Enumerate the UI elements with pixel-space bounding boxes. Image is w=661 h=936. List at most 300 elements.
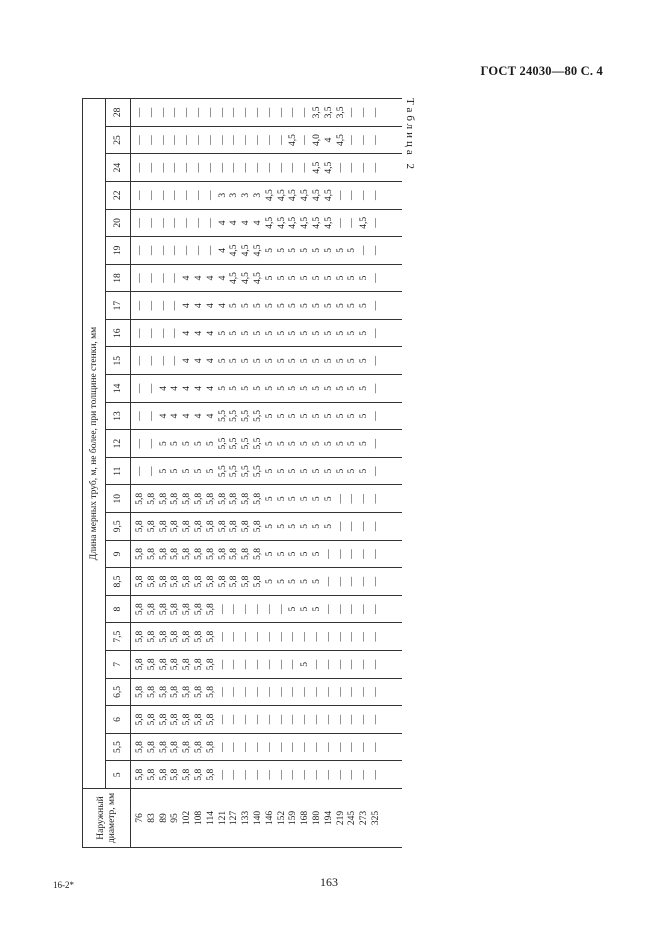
length-value: — (182, 245, 193, 256)
length-value: 5,8 (182, 685, 193, 698)
length-value: 3,5 (311, 106, 322, 119)
length-value: 4,5 (252, 244, 263, 257)
length-value: — (241, 135, 252, 145)
length-value: — (276, 687, 287, 697)
length-column (131, 402, 403, 430)
length-value: 5,8 (146, 741, 157, 754)
diameter-value: 127 (229, 810, 240, 826)
length-value: — (205, 218, 216, 228)
length-value: 5,8 (241, 520, 252, 533)
length-value: 5,8 (135, 548, 145, 560)
length-value: — (146, 218, 157, 228)
length-value: 4 (193, 413, 204, 419)
length-value: 5,5 (252, 410, 263, 422)
length-value: 5,8 (135, 713, 145, 726)
length-column (131, 126, 403, 154)
length-value: 5 (323, 330, 334, 336)
thickness-header: 6 (106, 706, 131, 734)
length-value: 5 (264, 496, 275, 502)
length-value: 4,5 (229, 272, 240, 284)
length-value: 5 (300, 330, 311, 336)
length-column (131, 347, 403, 375)
length-value: 4 (205, 330, 216, 336)
length-value: 5 (170, 468, 181, 474)
length-value: 4,5 (311, 189, 322, 202)
length-value: 5 (335, 386, 346, 391)
length-value: — (170, 245, 181, 256)
length-value: 5 (276, 579, 287, 584)
length-value: 5,8 (182, 658, 193, 671)
length-value: 5,8 (170, 768, 181, 781)
length-value: 5,8 (193, 548, 204, 560)
length-value: — (335, 521, 346, 532)
length-value: 5 (311, 275, 322, 281)
length-value: 5,8 (146, 658, 157, 671)
length-value: 5,8 (146, 548, 157, 560)
length-value: — (135, 300, 145, 311)
length-value: 5 (264, 358, 275, 364)
length-value: — (146, 273, 157, 283)
length-value: 4 (205, 275, 216, 281)
length-column (131, 375, 403, 403)
length-value: 5 (300, 606, 311, 612)
length-value: 5 (311, 496, 322, 502)
length-value: — (217, 742, 228, 752)
length-value: 5 (288, 468, 299, 474)
length-column (131, 733, 403, 761)
length-value: 5 (264, 303, 275, 308)
length-column (131, 237, 403, 265)
length-value: 5 (311, 441, 322, 446)
length-value: — (370, 549, 381, 559)
length-value: 5 (311, 606, 322, 612)
length-value: 5 (205, 441, 216, 446)
length-value: 5 (323, 303, 334, 308)
length-value: 5 (300, 523, 311, 529)
length-value: 5 (335, 413, 346, 419)
length-value: — (252, 742, 263, 752)
length-value: 4 (158, 413, 169, 419)
length-value: — (170, 356, 181, 366)
diameter-value: 194 (323, 810, 334, 826)
length-value: — (347, 576, 358, 587)
length-value: 4,5 (323, 161, 334, 174)
length-value: — (170, 135, 181, 145)
length-column (131, 678, 403, 706)
diameter-value: 159 (288, 810, 299, 826)
length-value: — (158, 356, 169, 366)
length-value: — (288, 659, 299, 670)
length-value: 4 (182, 303, 193, 308)
length-value: 4 (205, 303, 216, 308)
length-value: 5 (276, 496, 287, 502)
length-value: 5 (300, 413, 311, 419)
length-value: 5,8 (193, 520, 204, 533)
length-value: — (135, 411, 145, 421)
length-value: 5 (241, 303, 252, 308)
length-value: — (347, 521, 358, 532)
length-value: 5 (288, 303, 299, 308)
table-area (82, 98, 402, 848)
length-value: — (264, 769, 275, 780)
length-value: 5 (264, 441, 275, 446)
length-value: 5,8 (135, 685, 145, 698)
length-value: 4 (182, 330, 193, 336)
length-value: — (335, 494, 346, 504)
length-value: 5 (323, 275, 334, 281)
length-value: 5 (264, 523, 275, 529)
length-value: 5,8 (170, 575, 181, 588)
length-value: 5 (217, 386, 228, 391)
length-value: — (359, 687, 370, 697)
length-value: — (347, 604, 358, 614)
length-value: 5 (229, 358, 240, 364)
length-value: 5,8 (182, 603, 193, 616)
length-value: 4,5 (300, 189, 311, 202)
length-value: — (229, 631, 240, 642)
diameter-value: 152 (276, 810, 287, 826)
length-value: 4,5 (264, 189, 275, 202)
length-value: 4,5 (229, 244, 240, 257)
length-value: — (276, 769, 287, 780)
length-value: 4,5 (241, 272, 252, 284)
length-value: — (158, 245, 169, 256)
length-value: — (170, 218, 181, 228)
length-value: 5 (323, 413, 334, 419)
length-value: — (335, 162, 346, 173)
thickness-header: 20 (106, 209, 131, 237)
length-value: — (146, 356, 157, 366)
length-value: 5 (276, 303, 287, 308)
length-value: 4 (193, 330, 204, 336)
length-value: 5,8 (170, 685, 181, 698)
length-value: 4,5 (288, 189, 299, 202)
length-value: — (347, 631, 358, 642)
length-value: — (146, 383, 157, 394)
length-value: — (300, 162, 311, 173)
length-value: — (229, 107, 240, 118)
length-value: 5,8 (252, 492, 263, 505)
length-value: 5,8 (193, 741, 204, 754)
length-value: — (311, 631, 322, 642)
length-value: — (300, 687, 311, 697)
length-value: — (205, 135, 216, 145)
length-value: — (359, 714, 370, 725)
thickness-header: 16 (106, 319, 131, 347)
thickness-header: 15 (106, 347, 131, 375)
diameter-column (131, 789, 403, 848)
length-value: — (217, 659, 228, 670)
length-value: 5 (311, 248, 322, 253)
length-value: 5 (311, 330, 322, 336)
length-value: — (264, 604, 275, 614)
length-value: 4 (193, 358, 204, 364)
length-value: 5,8 (158, 548, 169, 560)
length-value: — (135, 162, 145, 173)
length-value: 5 (359, 275, 370, 281)
length-value: 5,8 (252, 548, 263, 560)
length-value: 4 (217, 248, 228, 253)
length-value: 5,5 (252, 465, 263, 478)
length-column (131, 99, 403, 127)
length-value: — (241, 631, 252, 642)
length-value: 5,8 (146, 520, 157, 533)
length-value: — (359, 162, 370, 173)
thickness-header: 5,5 (106, 733, 131, 761)
length-value: — (347, 107, 358, 118)
length-value: 5,8 (193, 685, 204, 698)
length-value: — (182, 218, 193, 228)
length-value: — (347, 162, 358, 173)
length-value: — (252, 107, 263, 118)
length-value: — (264, 659, 275, 670)
length-value: 5,8 (170, 603, 181, 616)
length-value: 5,8 (182, 630, 193, 643)
length-value: 5,8 (135, 520, 145, 533)
thickness-header: 24 (106, 154, 131, 182)
length-value: 5,8 (146, 603, 157, 616)
length-value: 5 (311, 523, 322, 529)
length-column (131, 513, 403, 541)
thickness-header: 19 (106, 237, 131, 265)
thickness-header: 25 (106, 126, 131, 154)
length-value: 4,5 (300, 216, 311, 229)
length-value: — (370, 576, 381, 587)
length-value: 4 (205, 358, 216, 364)
length-value: 5,5 (229, 410, 240, 422)
length-value: — (370, 466, 381, 476)
length-value: 5,5 (241, 437, 252, 450)
length-value: — (370, 687, 381, 697)
length-value: 5,8 (158, 768, 169, 781)
length-value: — (276, 659, 287, 670)
length-value: — (170, 328, 181, 338)
length-value: — (252, 659, 263, 670)
length-column (131, 595, 403, 623)
length-value: — (370, 604, 381, 614)
length-value: 5 (276, 468, 287, 474)
length-value: 5 (359, 468, 370, 474)
length-value: — (311, 687, 322, 697)
length-value: 5,8 (170, 658, 181, 671)
length-column (131, 485, 403, 513)
length-value: 5,8 (205, 741, 216, 754)
length-value: 5,8 (205, 492, 216, 505)
length-value: 5 (311, 303, 322, 308)
length-value: — (359, 742, 370, 752)
length-value: 5,8 (193, 575, 204, 588)
length-value: 5,8 (182, 520, 193, 533)
length-value: 5 (323, 386, 334, 391)
length-value: 5,8 (182, 575, 193, 588)
length-value: — (264, 135, 275, 145)
length-value: 5 (347, 413, 358, 419)
length-value: — (217, 107, 228, 118)
length-value: 5 (288, 330, 299, 336)
length-value: — (217, 135, 228, 145)
length-value: — (158, 300, 169, 311)
length-value: 4 (205, 386, 216, 391)
length-value: 4,5 (311, 216, 322, 229)
length-value: — (276, 631, 287, 642)
length-value: 4 (205, 413, 216, 419)
length-value: 5,8 (205, 575, 216, 588)
length-value: 5 (182, 441, 193, 446)
page-number: 163 (320, 875, 338, 889)
table-caption (404, 98, 418, 198)
length-value: 5,8 (182, 548, 193, 560)
length-value: 5,8 (193, 492, 204, 505)
length-value: 4,5 (323, 189, 334, 202)
length-value: 5 (323, 358, 334, 364)
length-value: — (370, 356, 381, 366)
length-value: — (252, 687, 263, 697)
length-value: 5 (276, 330, 287, 336)
length-value: 5 (359, 441, 370, 446)
length-value: — (241, 162, 252, 173)
thickness-header: 10 (106, 485, 131, 513)
diameter-value: 95 (170, 813, 181, 823)
length-value: 5 (288, 275, 299, 281)
length-value: — (158, 328, 169, 338)
length-value: — (135, 190, 145, 200)
length-column (131, 568, 403, 596)
length-value: 5,8 (182, 768, 193, 781)
length-value: 4,5 (359, 216, 370, 229)
length-value: 5,5 (241, 465, 252, 478)
length-value: 4 (193, 386, 204, 391)
length-value: 5 (300, 386, 311, 391)
length-value: 5,8 (158, 713, 169, 726)
length-value: — (193, 135, 204, 145)
length-value: — (347, 714, 358, 725)
length-value: 5 (335, 248, 346, 253)
length-value: 5,8 (146, 768, 157, 781)
length-value: — (229, 714, 240, 725)
length-column (131, 319, 403, 347)
length-value: 4,5 (335, 134, 346, 146)
length-value: 4 (193, 303, 204, 308)
length-value: 5 (252, 303, 263, 308)
length-value: — (300, 631, 311, 642)
pipe-length-table (82, 98, 402, 848)
length-value: 5,8 (217, 520, 228, 533)
length-value: — (370, 494, 381, 504)
length-value: 5,8 (146, 575, 157, 588)
length-value: 5,8 (217, 492, 228, 505)
length-value: 5,8 (135, 603, 145, 616)
length-column (131, 154, 403, 182)
length-column (131, 457, 403, 485)
length-value: 5,8 (252, 575, 263, 588)
length-value: — (347, 659, 358, 670)
length-value: 5 (182, 468, 193, 474)
length-value: 5,8 (205, 603, 216, 616)
length-value: 4,5 (276, 216, 287, 229)
length-value: 5,8 (170, 713, 181, 726)
length-value: 5 (158, 468, 169, 474)
length-value: 5 (229, 386, 240, 391)
length-value: 5 (252, 386, 263, 391)
length-value: — (135, 218, 145, 228)
length-value: — (170, 107, 181, 118)
diameter-value: 180 (311, 810, 322, 826)
length-value: — (370, 383, 381, 394)
length-value: — (370, 218, 381, 228)
length-value: 5,8 (229, 520, 240, 533)
length-value: 5 (288, 551, 299, 557)
length-value: 3 (217, 192, 228, 198)
length-value: — (311, 714, 322, 725)
length-value: — (158, 162, 169, 173)
thickness-header: 8 (106, 595, 131, 623)
length-value: 5 (276, 358, 287, 364)
thickness-header: 7,5 (106, 623, 131, 651)
length-value: — (311, 659, 322, 670)
length-value: — (323, 687, 334, 697)
length-value: — (370, 135, 381, 145)
thickness-header: 12 (106, 430, 131, 458)
diameter-value: 83 (146, 813, 157, 823)
length-value: 5 (264, 275, 275, 281)
length-value: — (205, 245, 216, 256)
length-value: 5 (288, 441, 299, 446)
length-value: — (264, 714, 275, 725)
length-value: — (288, 631, 299, 642)
length-value: — (135, 273, 145, 283)
length-value: — (264, 107, 275, 118)
length-column (131, 761, 403, 789)
length-value: — (135, 466, 145, 476)
length-value: 4,5 (311, 161, 322, 174)
length-value: — (347, 218, 358, 228)
length-value: 5 (288, 606, 299, 612)
length-value: — (135, 328, 145, 338)
length-value: 5 (347, 386, 358, 391)
length-value: 5 (288, 496, 299, 502)
length-value: — (288, 162, 299, 173)
length-value: — (241, 604, 252, 614)
length-value: 5 (288, 579, 299, 584)
length-value: 5 (311, 386, 322, 391)
length-value: 5,8 (205, 520, 216, 533)
length-value: — (217, 604, 228, 614)
diameter-value: 133 (241, 810, 252, 826)
length-value: 5,8 (170, 520, 181, 533)
length-value: 5 (288, 413, 299, 419)
length-value: — (370, 300, 381, 311)
length-value: — (347, 549, 358, 559)
length-value: 5 (193, 441, 204, 446)
length-value: 5 (276, 275, 287, 281)
diameter-value: 146 (264, 810, 275, 826)
length-value: 4 (241, 220, 252, 226)
length-value: — (311, 742, 322, 752)
length-value: — (252, 604, 263, 614)
length-value: 4 (217, 220, 228, 226)
length-value: 5 (276, 523, 287, 529)
length-value: — (170, 300, 181, 311)
length-value: 5,5 (217, 465, 228, 478)
length-column (131, 623, 403, 651)
diameter-value: 219 (335, 810, 346, 826)
length-value: — (288, 769, 299, 780)
length-value: — (276, 742, 287, 752)
length-value: 5,8 (229, 548, 240, 560)
length-value: 4 (182, 386, 193, 391)
length-value: — (300, 714, 311, 725)
length-column (131, 706, 403, 734)
